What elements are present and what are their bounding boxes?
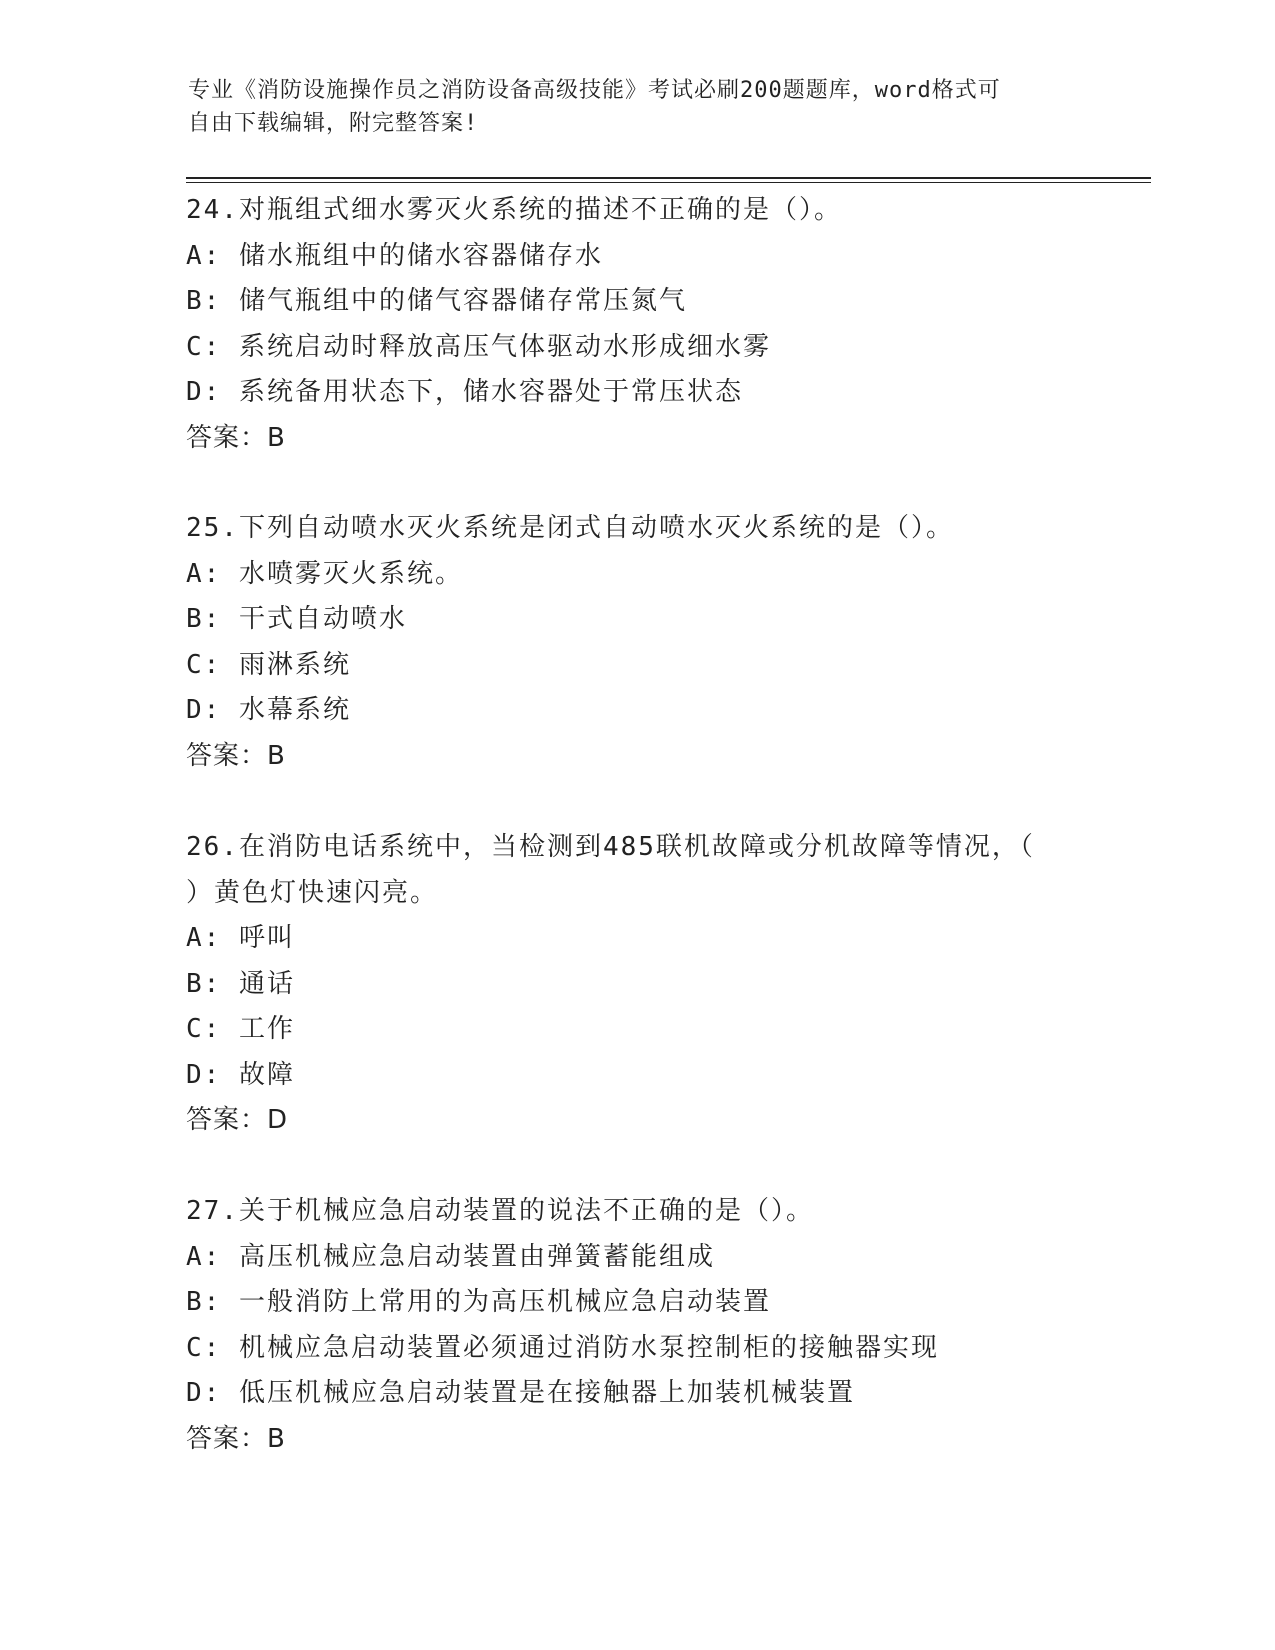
question-24: [186, 188, 1086, 461]
question-stem: 25.下列自动喷水灭火系统是闭式自动喷水灭火系统的是（）。: [186, 513, 954, 543]
document-header: [188, 74, 1088, 140]
question-27: [186, 1189, 1086, 1462]
header-line-2: 自由下载编辑，附完整答案!: [188, 111, 479, 136]
answer-label: 答案：B: [186, 740, 286, 771]
question-stem: 24.对瓶组式细水雾灭火系统的描述不正确的是（）。: [186, 195, 842, 225]
option-b: B: 干式自动喷水: [186, 604, 407, 634]
option-a: A: 呼叫: [186, 923, 295, 953]
question-stem: 27.关于机械应急启动装置的说法不正确的是（）。: [186, 1196, 814, 1226]
question-stem: 26.在消防电话系统中，当检测到485联机故障或分机故障等情况，（: [186, 832, 1035, 862]
option-a: A: 高压机械应急启动装置由弹簧蓄能组成: [186, 1241, 715, 1272]
option-b: B: 一般消防上常用的为高压机械应急启动装置: [186, 1287, 771, 1317]
header-divider-thick: [186, 177, 1151, 179]
option-c: C: 机械应急启动装置必须通过消防水泵控制柜的接触器实现: [186, 1332, 939, 1363]
question-stem-continued: ）黄色灯快速闪亮。: [186, 877, 439, 908]
option-d: D: 故障: [186, 1059, 295, 1090]
question-26: [186, 825, 1086, 1144]
option-c: C: 系统启动时释放高压气体驱动水形成细水雾: [186, 331, 771, 362]
answer-label: 答案：B: [186, 1423, 286, 1454]
option-a: A: 储水瓶组中的储水容器储存水: [186, 240, 603, 271]
option-a: A: 水喷雾灭火系统。: [186, 558, 463, 589]
header-divider-thin: [186, 182, 1151, 183]
option-d: D: 系统备用状态下，储水容器处于常压状态: [186, 377, 743, 407]
option-d: D: 水幕系统: [186, 695, 351, 725]
option-d: D: 低压机械应急启动装置是在接触器上加装机械装置: [186, 1378, 855, 1408]
header-line-1: 专业《消防设施操作员之消防设备高级技能》考试必刷200题题库，word格式可: [188, 78, 1001, 103]
answer-label: 答案：D: [186, 1105, 289, 1135]
question-25: [186, 506, 1086, 779]
option-c: C: 雨淋系统: [186, 649, 351, 680]
answer-label: 答案：B: [186, 422, 286, 453]
option-c: C: 工作: [186, 1014, 295, 1044]
option-b: B: 储气瓶组中的储气容器储存常压氮气: [186, 286, 687, 316]
option-b: B: 通话: [186, 968, 295, 999]
